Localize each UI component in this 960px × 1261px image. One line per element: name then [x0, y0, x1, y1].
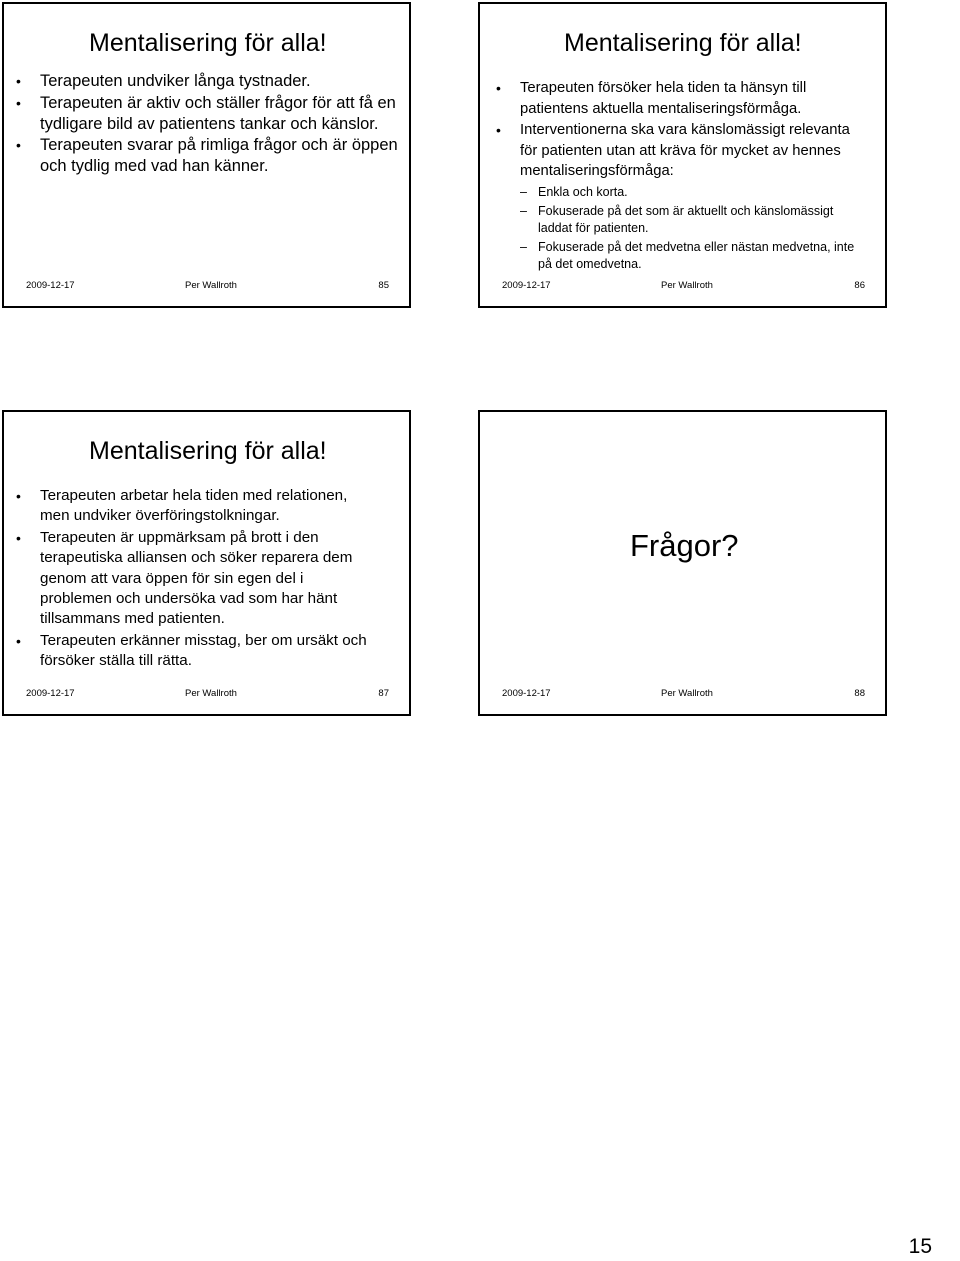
- slide-title: Mentalisering för alla!: [564, 29, 802, 57]
- dash-icon: –: [520, 240, 527, 255]
- slide-footer: [4, 688, 409, 700]
- slide-number: 87: [378, 688, 389, 699]
- list-item: • Terapeuten är aktiv och ställer frågor för att få en tydligare bild av patientens tankar och känslor.: [16, 93, 396, 133]
- list-item: • Terapeuten erkänner misstag, ber om ursäkt och försöker ställa till rätta.: [16, 631, 367, 670]
- footer-date: 2009-12-17: [26, 280, 75, 291]
- slide-88: [478, 410, 887, 716]
- slide-footer: [4, 280, 409, 292]
- slide-footer: [480, 688, 885, 700]
- page-number: 15: [908, 1235, 932, 1258]
- slide-86: [478, 2, 887, 308]
- slide-number: 88: [854, 688, 865, 699]
- slide-number: 86: [854, 280, 865, 291]
- slide-title: Mentalisering för alla!: [89, 437, 327, 465]
- list-item: • Terapeuten är uppmärksam på brott i den terapeutiska alliansen och söker reparera dem genom att vara öppen för sin egen del i problemen och undersöka vad som har hänt tillsammans med patienten.: [16, 528, 353, 628]
- bullet-list: [16, 71, 401, 178]
- list-item: • Terapeuten försöker hela tiden ta hänsyn till patientens aktuella mentaliseringsförmåga.: [496, 80, 807, 117]
- slide-title: Mentalisering för alla!: [89, 29, 327, 57]
- bullet-icon: •: [16, 632, 21, 649]
- bullet-icon: •: [16, 94, 21, 111]
- bullet-list: [496, 78, 856, 275]
- slide-87: [2, 410, 411, 716]
- slide-heading: Frågor?: [630, 528, 739, 563]
- list-item: • Terapeuten svarar på rimliga frågor och är öppen och tydlig med vad han känner.: [16, 136, 398, 176]
- dash-icon: –: [520, 184, 527, 199]
- footer-author: Per Wallroth: [185, 280, 237, 291]
- dash-icon: –: [520, 204, 527, 219]
- list-item: • Terapeuten arbetar hela tiden med relationen, men undviker överföringstolkningar.: [16, 487, 348, 525]
- slide-85: [2, 2, 411, 308]
- slide-number: 85: [378, 280, 389, 291]
- footer-author: Per Wallroth: [661, 688, 713, 699]
- footer-date: 2009-12-17: [26, 688, 75, 699]
- list-item: • Terapeuten undviker långa tystnader.: [16, 72, 311, 90]
- sub-list: [520, 184, 856, 273]
- sub-list-item: – Fokuserade på det som är aktuellt och känslomässigt laddat för patienten.: [520, 204, 834, 235]
- footer-date: 2009-12-17: [502, 280, 551, 291]
- bullet-icon: •: [16, 137, 21, 154]
- bullet-icon: •: [496, 122, 501, 139]
- footer-date: 2009-12-17: [502, 688, 551, 699]
- bullet-icon: •: [16, 73, 21, 89]
- bullet-icon: •: [16, 529, 21, 546]
- sub-list-item: – Enkla och korta.: [520, 184, 628, 199]
- footer-author: Per Wallroth: [185, 688, 237, 699]
- bullet-icon: •: [496, 80, 501, 96]
- bullet-list: [16, 486, 376, 673]
- sub-list-item: – Fokuserade på det medvetna eller nästan medvetna, inte på det omedvetna.: [520, 240, 855, 271]
- slide-footer: [480, 280, 885, 292]
- footer-author: Per Wallroth: [661, 280, 713, 291]
- list-item: • Interventionerna ska vara känslomässigt relevanta för patienten utan att kräva för mycket av hennes mentaliseringsförmåga: – Enkla och korta. – Fokuserade på det som är aktuellt och känslomässigt laddat för patienten. – Fokuserade på det medvetna eller nästan medvetna, inte på det omedvetna.: [496, 122, 855, 271]
- bullet-icon: •: [16, 488, 21, 504]
